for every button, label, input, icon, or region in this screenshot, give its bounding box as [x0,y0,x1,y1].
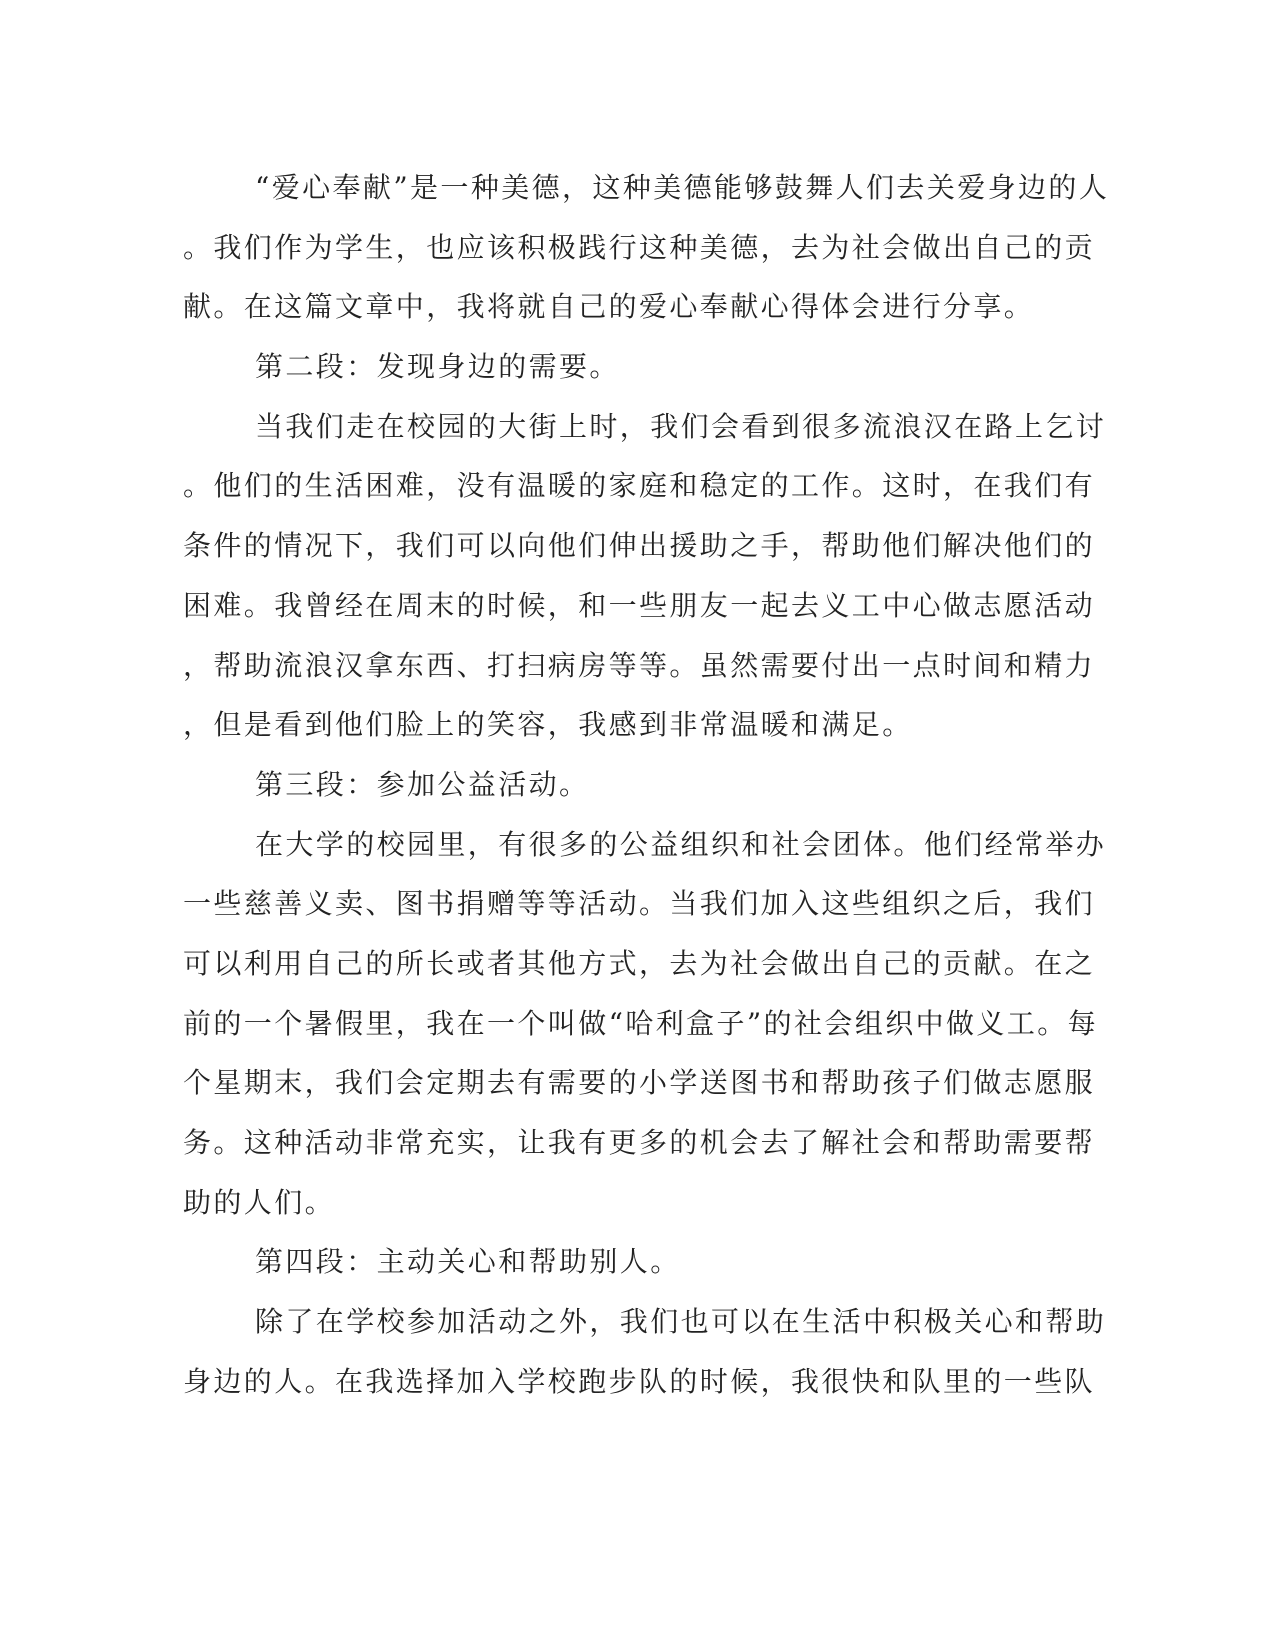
text-line: 可以利用自己的所长或者其他方式，去为社会做出自己的贡献。在之 [183,946,1096,980]
text-line: 身边的人。在我选择加入学校跑步队的时候，我很快和队里的一些队 [183,1364,1096,1398]
document-body [183,158,1110,1411]
text-line: ，但是看到他们脸上的笑容，我感到非常温暖和满足。 [183,708,913,742]
text-line: 困难。我曾经在周末的时候，和一些朋友一起去义工中心做志愿活动 [183,588,1096,622]
text-line: ，帮助流浪汉拿东西、打扫病房等等。虽然需要付出一点时间和精力 [183,648,1096,682]
text-line: 一些慈善义卖、图书捐赠等等活动。当我们加入这些组织之后，我们 [183,887,1096,921]
section-heading: 第二段：发现身边的需要。 [255,350,620,384]
text-line: 。他们的生活困难，没有温暖的家庭和稳定的工作。这时，在我们有 [183,469,1096,503]
text-line: 。我们作为学生，也应该积极践行这种美德，去为社会做出自己的贡 [183,230,1096,264]
text-line: 务。这种活动非常充实，让我有更多的机会去了解社会和帮助需要帮 [183,1126,1096,1159]
text-line: 献。在这篇文章中，我将就自己的爱心奉献心得体会进行分享。 [183,290,1035,324]
text-line: 条件的情况下，我们可以向他们伸出援助之手，帮助他们解决他们的 [183,529,1096,563]
text-line: 在大学的校园里，有很多的公益组织和社会团体。他们经常举办 [255,827,1107,861]
text-line: 当我们走在校园的大街上时，我们会看到很多流浪汉在路上乞讨 [255,409,1107,443]
text-line: 前的一个暑假里，我在一个叫做“哈利盒子”的社会组织中做义工。每 [183,1006,1099,1040]
text-line: “爱心奉献”是一种美德，这种美德能够鼓舞人们去关爱身边的人 [255,171,1110,204]
text-line: 个星期末，我们会定期去有需要的小学送图书和帮助孩子们做志愿服 [183,1066,1096,1100]
section-heading: 第三段：参加公益活动。 [255,767,590,801]
text-line: 除了在学校参加活动之外，我们也可以在生活中积极关心和帮助 [255,1305,1107,1339]
section-heading: 第四段：主动关心和帮助别人。 [255,1245,681,1279]
text-line: 助的人们。 [183,1185,336,1219]
